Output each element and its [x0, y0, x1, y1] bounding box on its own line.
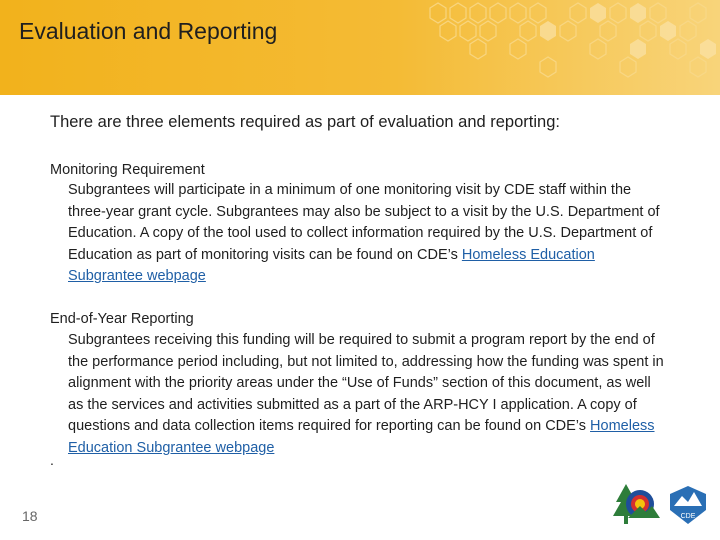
- cde-logo-label: CDE: [680, 513, 696, 520]
- cde-logo-icon: [670, 486, 706, 524]
- slide-title: Evaluation and Reporting: [19, 18, 278, 44]
- colorado-tree-logo-icon: [613, 484, 660, 524]
- end-of-year-reporting-paragraph: [68, 330, 668, 459]
- colorado-cde-logos: [610, 480, 710, 530]
- end-of-year-reporting-heading: End-of-Year Reporting: [50, 311, 194, 327]
- intro-text: There are three elements required as part of evaluation and reporting:: [50, 113, 560, 131]
- page-number: 18: [22, 508, 38, 524]
- empty-bullet: .: [50, 452, 54, 468]
- homeless-education-subgrantee-link[interactable]: Homeless Education Subgrantee webpage: [68, 246, 595, 284]
- end-of-year-reporting-text: Subgrantees receiving this funding will be required to submit a program report by the end of the performance period including, but not limited to, addressing how the funding was spent in alignment with the priority areas under the “Use of Funds” section of this document, as well as the services and activities submitted as a part of the ARP-HCY I application. A copy of questions and data collection items required for reporting can be found on CDE’s: [68, 332, 664, 434]
- monitoring-requirement-text: Subgrantees will participate in a minimum of one monitoring visit by CDE staff within the three-year grant cycle. Subgrantees may also be subject to a visit by the U.S. Department of Education. A copy of the tool used to collect information required by the U.S. Department of Education as part of monitoring visits can be found on CDE’s: [68, 182, 660, 263]
- monitoring-requirement-paragraph: [68, 180, 668, 288]
- monitoring-requirement-heading: Monitoring Requirement: [50, 162, 205, 178]
- homeless-education-subgrantee-link[interactable]: Homeless Education Subgrantee webpage: [68, 418, 655, 456]
